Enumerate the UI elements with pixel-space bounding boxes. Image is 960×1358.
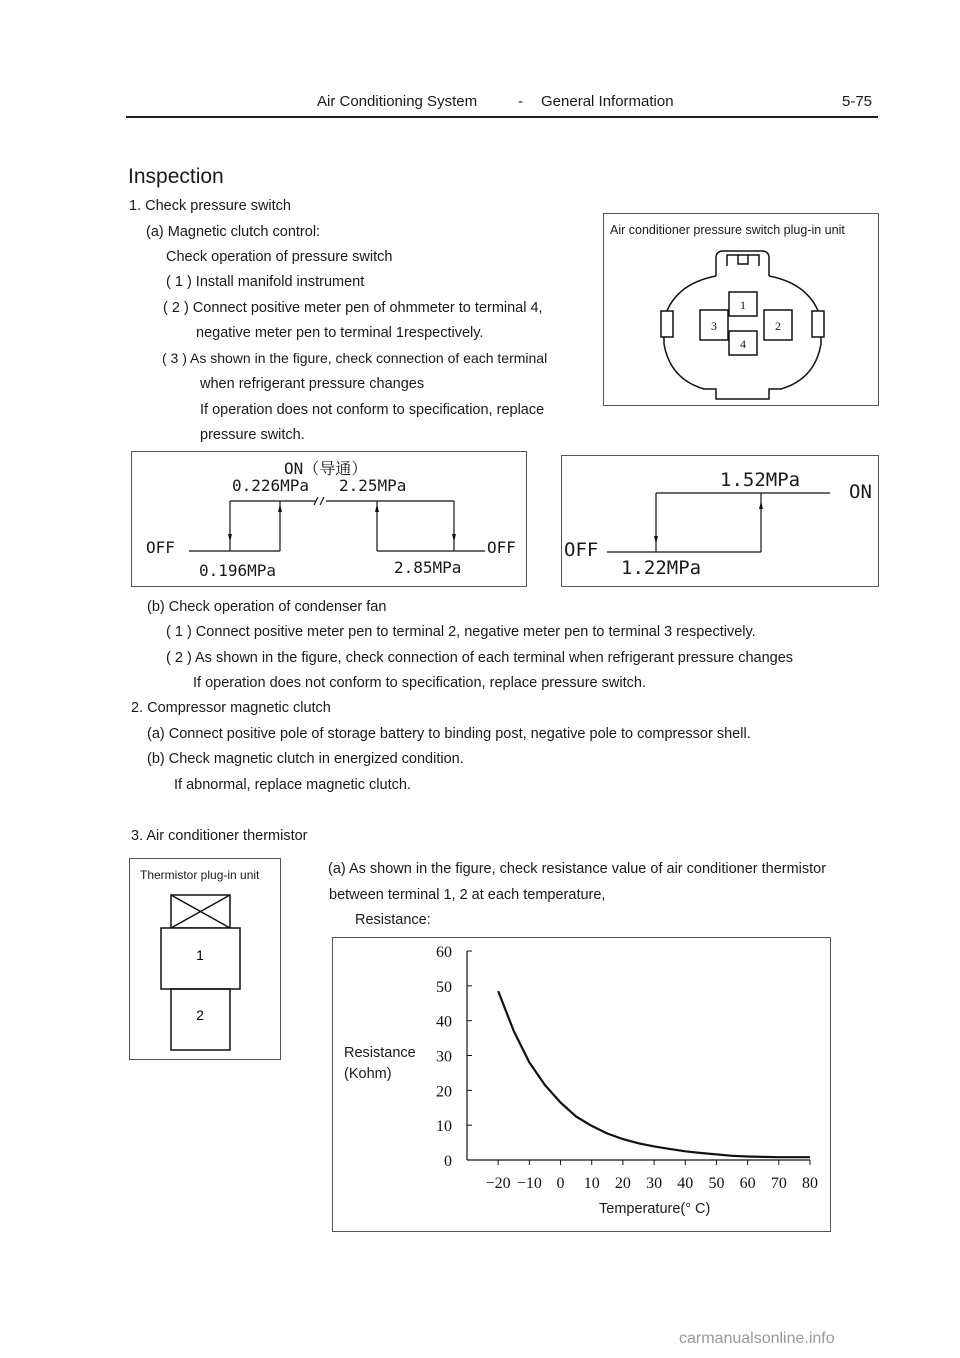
- clutch-off-right-label: OFF: [487, 538, 516, 557]
- section1-step3-line4: pressure switch.: [200, 427, 305, 443]
- svg-text:70: 70: [770, 1175, 787, 1192]
- pressure-switch-figure: [603, 213, 879, 406]
- thermistor-terminal-2-label: 2: [196, 1007, 204, 1023]
- fan-off-pressure: 1.22MPa: [621, 557, 702, 579]
- section2-a: (a) Connect positive pole of storage battery to binding post, negative pole to compressor shell.: [147, 726, 751, 742]
- resistance-chart: [332, 937, 831, 1232]
- thermistor-figure: [129, 858, 281, 1060]
- section3-heading: 3. Air conditioner thermistor: [131, 828, 308, 844]
- fan-on-label: ON: [849, 481, 872, 503]
- thermistor-connector-diagram: [130, 859, 280, 1059]
- terminal-2-label: 2: [775, 319, 781, 333]
- header-rule: [126, 116, 878, 118]
- section2-heading: 2. Compressor magnetic clutch: [131, 700, 331, 716]
- svg-text:20: 20: [436, 1083, 452, 1101]
- header-separator: -: [518, 93, 523, 110]
- watermark: carmanualsonline.info: [679, 1330, 835, 1347]
- svg-text:60: 60: [739, 1175, 756, 1192]
- section1-step3-line3: If operation does not conform to specification, replace: [200, 402, 545, 418]
- chart-ylabel-line2: (Kohm): [344, 1066, 392, 1082]
- section1-a-heading: (a) Magnetic clutch control:: [146, 224, 321, 240]
- section2-note: If abnormal, replace magnetic clutch.: [174, 777, 411, 793]
- section3-a-line1: (a) As shown in the figure, check resistance value of air conditioner thermistor: [328, 861, 827, 877]
- section3-a-line2: between terminal 1, 2 at each temperature,: [329, 887, 606, 903]
- section1b-step2: ( 2 ) As shown in the figure, check connection of each terminal when refrigerant pressure changes: [166, 650, 794, 666]
- section1b-note: If operation does not conform to specification, replace pressure switch.: [193, 675, 646, 691]
- fan-off-label: OFF: [564, 539, 599, 561]
- section2-b: (b) Check magnetic clutch in energized condition.: [147, 751, 464, 767]
- svg-text:20: 20: [614, 1175, 631, 1192]
- svg-text:40: 40: [436, 1013, 452, 1031]
- chart-ylabel-line1: Resistance: [344, 1045, 416, 1061]
- clutch-off-left-label: OFF: [146, 538, 175, 557]
- svg-text:30: 30: [646, 1175, 663, 1192]
- svg-text:80: 80: [802, 1175, 818, 1192]
- clutch-high-off-pressure: 2.85MPa: [394, 558, 462, 577]
- clutch-high-on-pressure: 2.25MPa: [339, 476, 407, 495]
- fan-on-pressure: 1.52MPa: [720, 469, 801, 491]
- svg-text:10: 10: [583, 1175, 600, 1192]
- section3-resistance-label: Resistance:: [355, 912, 431, 928]
- header-section: Air Conditioning System: [317, 93, 478, 110]
- section1b-step1: ( 1 ) Connect positive meter pen to terminal 2, negative meter pen to terminal 3 respectively.: [166, 624, 756, 640]
- fan-pressure-diagram: [561, 455, 879, 587]
- terminal-3-label: 3: [711, 319, 717, 333]
- svg-text:50: 50: [436, 978, 452, 996]
- thermistor-terminal-1-label: 1: [196, 947, 204, 963]
- svg-text:50: 50: [708, 1175, 725, 1192]
- chart-xlabel: Temperature(° C): [599, 1201, 711, 1217]
- section1-step2-line1: ( 2 ) Connect positive meter pen of ohmmeter to terminal 4,: [163, 300, 543, 316]
- terminal-1-label: 1: [740, 298, 746, 312]
- connector-diagram: [604, 214, 878, 405]
- svg-text:−10: −10: [516, 1175, 542, 1192]
- section1-step3-line1: ( 3 ) As shown in the figure, check connection of each terminal: [162, 350, 548, 366]
- svg-text:0: 0: [556, 1175, 565, 1192]
- terminal-4-label: 4: [740, 337, 746, 351]
- page-title: Inspection: [128, 165, 224, 188]
- thermistor-caption: Thermistor plug-in unit: [140, 868, 260, 882]
- svg-text:0: 0: [444, 1153, 452, 1170]
- clutch-low-on-pressure: 0.226MPa: [232, 476, 310, 495]
- svg-text:30: 30: [436, 1048, 452, 1066]
- section1-step3-line2: when refrigerant pressure changes: [200, 376, 425, 392]
- svg-text:60: 60: [436, 944, 452, 961]
- svg-text:10: 10: [436, 1118, 452, 1136]
- section1-heading: 1. Check pressure switch: [129, 198, 291, 214]
- resistance-curve-plot: [333, 938, 830, 1231]
- clutch-low-off-pressure: 0.196MPa: [199, 561, 277, 580]
- svg-text:−20: −20: [485, 1175, 511, 1192]
- section1-step1: ( 1 ) Install manifold instrument: [166, 274, 365, 290]
- page-number: 5-75: [842, 93, 873, 110]
- clutch-pressure-diagram: [131, 451, 527, 587]
- svg-text:40: 40: [677, 1175, 694, 1192]
- section1-a-intro: Check operation of pressure switch: [166, 249, 393, 265]
- pressure-switch-caption: Air conditioner pressure switch plug-in unit: [610, 223, 845, 237]
- section1b-heading: (b) Check operation of condenser fan: [147, 599, 387, 615]
- section1-step2-line2: negative meter pen to terminal 1respectively.: [196, 325, 484, 341]
- clutch-on-label: ON（导通）: [284, 459, 368, 478]
- header-subsection: General Information: [541, 93, 674, 110]
